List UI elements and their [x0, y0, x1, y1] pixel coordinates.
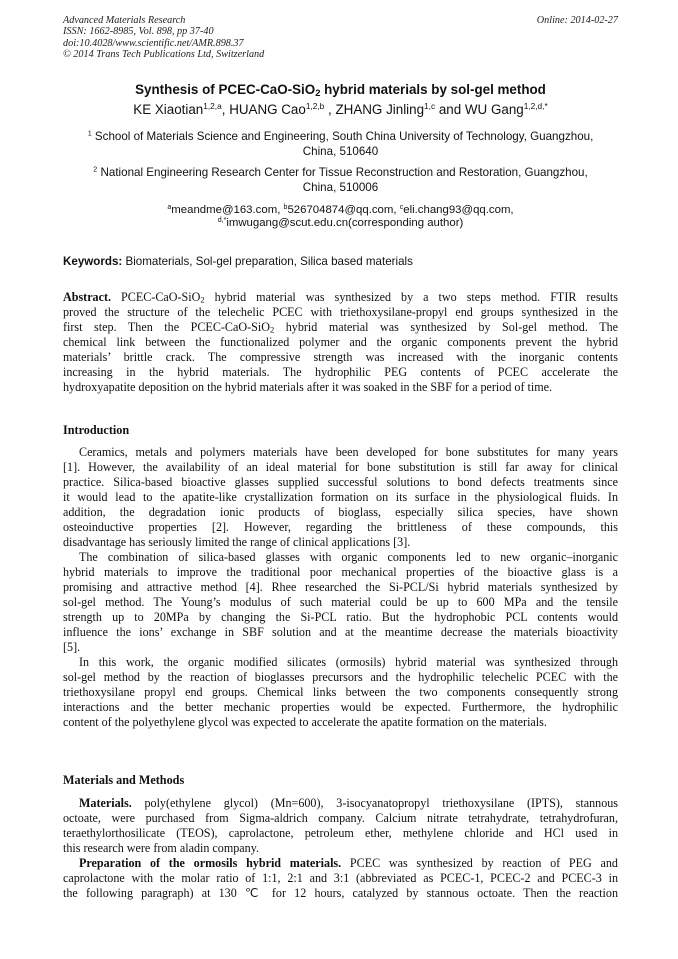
email-b: 526704874@qq.com,	[287, 204, 400, 216]
keywords: Keywords: Biomaterials, Sol-gel preparation, Silica based materials	[63, 255, 413, 268]
issn-line: ISSN: 1662-8985, Vol. 898, pp 37-40	[63, 26, 214, 38]
author-emails: $^a$meandme@163.com, $^b$526704874@qq.com, $^c$eli.chang93@qq.com, $^{d,*}$imwugang@scut.edu.cn(corresponding author)	[167, 203, 514, 229]
email-d: imwugang@scut.edu.cn(corresponding author)	[226, 217, 464, 229]
author-list: KE Xiaotian$^{1,2,a}$, HUANG Cao$^{1,2,b}$ , ZHANG Jinling$^{1,c}$ and WU Gang$^{1,2,d,*}$	[133, 101, 548, 117]
section-heading-methods: Materials and Methods	[63, 773, 185, 787]
online-date: Online: 2014-02-27	[536, 15, 618, 26]
journal-name: Advanced Materials Research	[63, 15, 186, 26]
affiliation-2: $^2$ National Engineering Research Center for Tissue Reconstruction and Restoration, Guangzhou, China, 510006	[93, 164, 588, 194]
affiliation-1: $^1$ School of Materials Science and Engineering, South China University of Technology, Guangzhou, China, 510640	[87, 128, 594, 158]
paper-title: Synthesis of PCEC-CaO-SiO$_2$ hybrid materials by sol-gel method	[135, 82, 546, 98]
author-name: WU Gang	[464, 102, 524, 117]
journal-header	[63, 15, 618, 61]
methods-body: Materials. poly(ethylene glycol) (Mn=600), 3-isocyanatopropyl triethoxysilane (IPTS), stannous octoate, were purchased from Sigma-aldrich company. Calcium nitrate tetrahydrate, tetrahydrofuran, teraethylorthosilicate (TEOS), caprolactone, petroleum ether, methylene chloride and HCl used in this research were from aladin company. Preparation of the ormosils hybrid materials. PCEC was synthesized by reaction of PEG and caprolactone with the molar ratio of 1:1, 2:1 and 3:1 (abbreviated as PCEC-1, PCEC-2 and PCEC-3 in the following paragraph) at 130 ℃ for 12 hours, catalyzed by stannous octoate. Then the reaction	[63, 796, 618, 900]
email-c: eli.chang93@qq.com,	[403, 204, 514, 216]
introduction-body: Ceramics, metals and polymers materials have been developed for bone substitutes for many years [1]. However, the availability of an ideal material for bone substitution is still far away for clinical practice. Silica-based bioactive glasses supplied successful solutions to bond defects treatments since it would lead to the apatite-like crystallization formation on its surface in the physiological fluids. In addition, the degradation ionic products of bioglass, especially silica species, have shown osteoinductive properties [2]. However, regarding the brittleness of these compounds, this disadvantage has seriously limited the range of clinical applications [3]. The combination of silica-based glasses with organic components led to new organic–inorganic hybrid materials to improve the traditional poor mechanical properties of the bioactive glass is a promising and attractive method [4]. Rhee researched the Si-PCL/Si hybrid materials synthesized by sol-gel method. The Young’s modulus of such material could be up to 600 MPa and the tensile strength up to 20MPa by changing the Si-PCL ratio. But the hydrophobic PCL contents would influence the ions’ exchange in SBF solution and at the meantime decrease the materials bioactivity [5]. In this work, the organic modified silicates (ormosils) hybrid material was synthesized through sol-gel method by the reaction of bioglasses precursors and the hydrophilic telechelic PCEC with the triethoxysilane propyl end groups. Chemical links between the two components consequently strong interactions and the better mechanic properties would be expected. Furthermore, the hydrophilic content of the polyethylene glycol was expected to accelerate the apatite formation on the materials.	[63, 445, 618, 729]
abstract: Abstract. PCEC-CaO-SiO$_2$ hybrid material was synthesized by a two steps method. FTIR results proved the structure of the telechelic PCEC with triethoxysilane-propyl end groups synthesized in the first step. Then the PCEC-CaO-SiO$_2$ hybrid material was synthesized by Sol-gel method. The chemical link between the functionalized polymer and the organic components prevent the hybrid materials’ brittle crack. The compressive strength was increased with the inorganic contents increasing in the hybrid materials. The hydrophilic PEG contents of PCEC accelerate the hydroxyapatite deposition on the hybrid materials after it was soaked in the SBF for a period of time.	[63, 290, 618, 394]
section-heading-introduction: Introduction	[63, 423, 130, 437]
materials-label: Materials.	[79, 796, 132, 810]
email-a: meandme@163.com,	[171, 204, 284, 216]
author-name: KE Xiaotian	[133, 102, 204, 117]
author-name: HUANG Cao	[229, 102, 306, 117]
copyright-line: © 2014 Trans Tech Publications Ltd, Switzerland	[63, 49, 265, 61]
doi-line: doi:10.4028/www.scientific.net/AMR.898.37	[63, 37, 244, 49]
preparation-label: Preparation of the ormosils hybrid materials.	[79, 856, 342, 870]
abstract-label: Abstract.	[63, 290, 112, 304]
author-name: ZHANG Jinling	[335, 102, 425, 117]
keywords-label: Keywords:	[63, 255, 123, 268]
